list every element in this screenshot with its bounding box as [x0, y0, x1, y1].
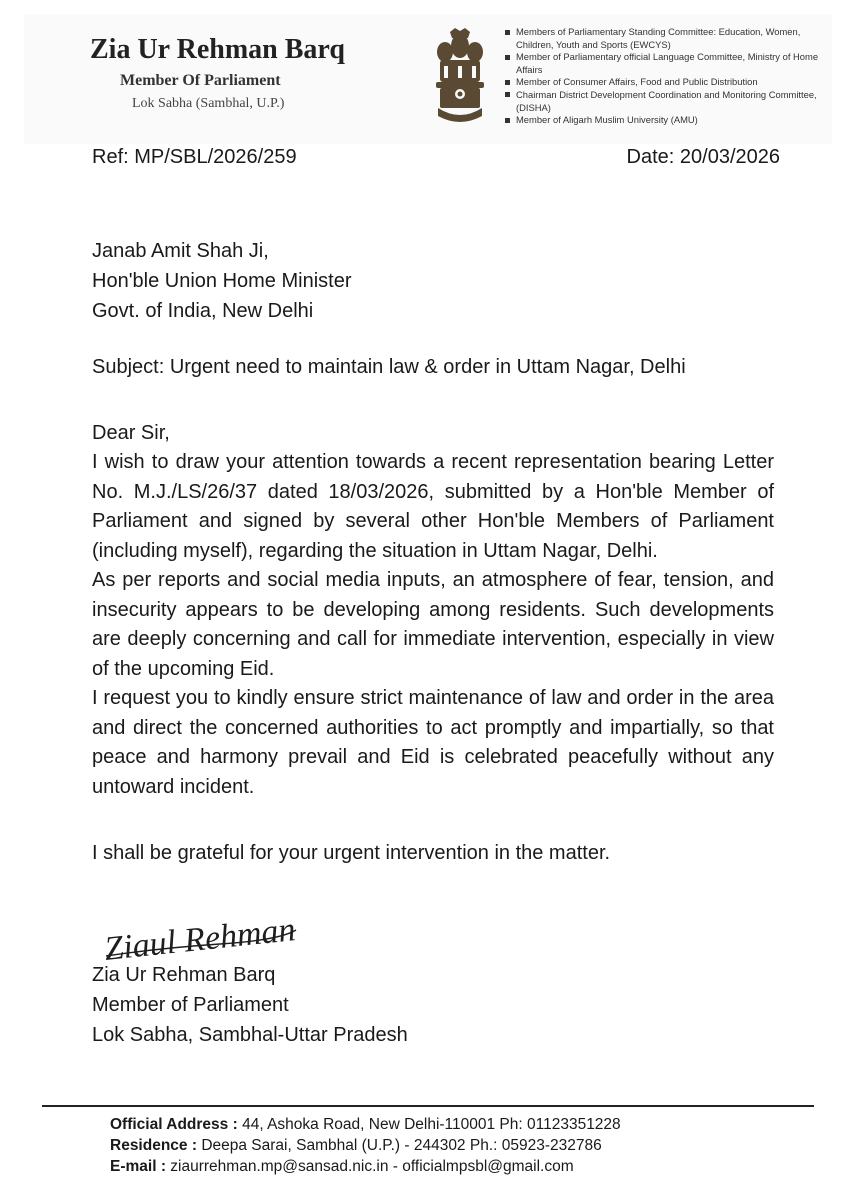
letterhead-title: Member Of Parliament: [120, 72, 281, 89]
letterhead-name: Zia Ur Rehman Barq: [90, 34, 345, 65]
recipient-address: [92, 236, 351, 326]
role-item: Member of Consumer Affairs, Food and Public Distribution: [504, 76, 834, 89]
role-item: Members of Parliamentary Standing Committee: Education, Women, Children, Youth and Sports (EWCYS): [504, 26, 834, 51]
role-item: Member of Parliamentary official Language Committee, Ministry of Home Affairs: [504, 51, 834, 76]
signatory-constituency: Lok Sabha, Sambhal-Uttar Pradesh: [92, 1024, 408, 1046]
footer-residence-label: Residence :: [110, 1137, 198, 1154]
footer-residence: [110, 1135, 621, 1156]
signatory-block: [92, 960, 408, 1050]
signature-scrawl: Ziaul Rehman: [102, 911, 298, 968]
closing-line: I shall be grateful for your urgent intervention in the matter.: [92, 842, 611, 864]
role-item: Member of Aligarh Muslim University (AMU): [504, 114, 834, 127]
letter-date: Date: 20/03/2026: [626, 146, 780, 168]
letterhead-house: Lok Sabha (Sambhal, U.P.): [132, 96, 285, 111]
body-paragraph: I wish to draw your attention towards a recent representation bearing Letter No. M.J./LS/26/37 dated 18/03/2026, submitted by a Hon'ble Member of Parliament and signed by several other Hon'ble Members of Parliament (including myself), regarding the situation in Uttam Nagar, Delhi.: [92, 451, 774, 562]
footer-email: [110, 1156, 621, 1177]
subject-line: Subject: Urgent need to maintain law & order in Uttam Nagar, Delhi: [92, 356, 686, 378]
signatory-name: Zia Ur Rehman Barq: [92, 964, 276, 986]
footer-contact: [110, 1114, 621, 1177]
footer-email-value: ziaurrehman.mp@sansad.nic.in - officialmpsbl@gmail.com: [170, 1158, 574, 1175]
body-paragraph: As per reports and social media inputs, an atmosphere of fear, tension, and insecurity appears to be developing among residents. Such developments are deeply concerning and call for immediate intervention, especially in view of the upcoming Eid.: [92, 569, 774, 680]
reference-number: Ref: MP/SBL/2026/259: [92, 146, 297, 168]
footer-divider: [42, 1105, 814, 1107]
footer-office-address: [110, 1114, 621, 1135]
footer-email-label: E-mail :: [110, 1158, 166, 1175]
recipient-line: Govt. of India, New Delhi: [92, 300, 314, 322]
signatory-title: Member of Parliament: [92, 994, 289, 1016]
recipient-line: Janab Amit Shah Ji,: [92, 240, 269, 262]
recipient-line: Hon'ble Union Home Minister: [92, 270, 352, 292]
role-item: Chairman District Development Coordination and Monitoring Committee, (DISHA): [504, 89, 834, 114]
footer-office-value: 44, Ashoka Road, New Delhi-110001 Ph: 01123351228: [242, 1116, 621, 1133]
salutation: Dear Sir,: [92, 422, 170, 444]
body-paragraph: I request you to kindly ensure strict maintenance of law and order in the area and direct the concerned authorities to act promptly and impartially, so that peace and harmony prevail and Eid is celebrated peacefully without any untoward incident.: [92, 687, 774, 798]
letterhead-roles-list: [504, 26, 834, 127]
letter-body: [92, 448, 774, 802]
footer-office-label: Official Address :: [110, 1116, 238, 1133]
letterhead: [24, 14, 832, 144]
national-emblem-icon: [428, 26, 492, 128]
footer-residence-value: Deepa Sarai, Sambhal (U.P.) - 244302 Ph.: 05923-232786: [201, 1137, 602, 1154]
